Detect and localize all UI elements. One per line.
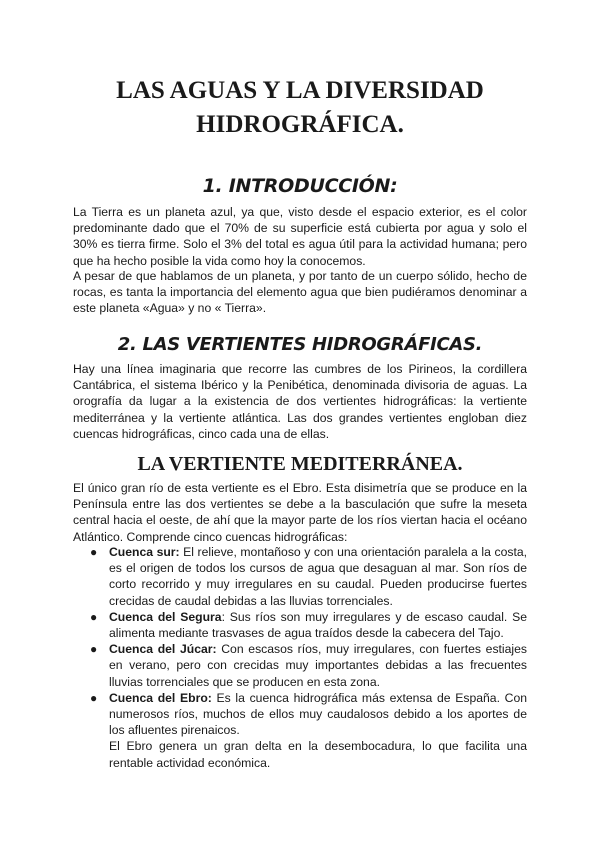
list-item-text: : Sus ríos son muy irregulares y de escaso caudal. Se alimenta mediante trasvases de agua traídos desde la cabecera del Tajo. [109, 609, 527, 641]
vertientes-paragraph: Hay una línea imaginaria que recorre las cumbres de los Pirineos, la cordillera Cantábrica, el sistema Ibérico y la Penibética, denominada divisoria de aguas. La orografía da lugar a la existencia de dos vertientes hidrográficas: la vertiente mediterránea y la vertiente atlántica. Las dos grandes vertientes engloban diez cuencas hidrográficas, cinco cada una de ellas. [73, 362, 527, 441]
list-item-term: Cuenca del Segura [109, 609, 222, 624]
list-item [73, 641, 527, 690]
bullet-icon: ● [90, 642, 98, 657]
list-item-extra-text: El Ebro genera un gran delta en la desembocadura, lo que facilita una rentable actividad económica. [109, 739, 527, 770]
list-item-text: Con escasos ríos, muy irregulares, con fuertes estiajes en verano, pero con crecidas muy importantes debidas a las frecuentes lluvias torrenciales que se producen en esta zona. [109, 642, 527, 689]
section-heading-mediterranea: LA VERTIENTE MEDITERRÁNEA. [137, 453, 463, 475]
section-heading-vertientes: 2. LAS VERTIENTES HIDROGRÁFICAS. [117, 334, 483, 355]
list-item-term: Cuenca del Ebro: [109, 690, 212, 705]
document-title [60, 74, 540, 142]
list-item [73, 690, 527, 771]
list-item-text: El relieve, montañoso y con una orientación paralela a la costa, es el origen de todos los cursos de agua que desaguan al mar. Son ríos de corto recorrido y muy irregulares en su caudal. Pueden producirse fuertes crecidas de caudal debidas a las lluvias torrenciales. [109, 545, 527, 608]
list-item-text: Es la cuenca hidrográfica más extensa de España. Con numerosos ríos, muchos de ellos muy caudalosos debido a los aportes de los afluentes pirenaicos. [109, 690, 527, 738]
intro-paragraph-2: A pesar de que hablamos de un planeta, y por tanto de un cuerpo sólido, hecho de rocas, es tanta la importancia del elemento agua que bien pudiéramos denominar a este planeta «Agua» y no « Tierra». [73, 269, 527, 316]
list-item [73, 544, 527, 609]
list-item-term: Cuenca sur: [109, 545, 180, 559]
list-item-term: Cuenca del Júcar: [109, 642, 217, 657]
title-line-2: HIDROGRÁFICA. [196, 111, 404, 138]
intro-paragraph-1: La Tierra es un planeta azul, ya que, visto desde el espacio exterior, es el color predominante dado que el 70% de su superficie está cubierta por agua y solo el 30% es tierra firme. Solo el 3% del total es agua útil para la actividad humana; pero que ha hecho posible la vida como hoy la conocemos. [73, 205, 527, 268]
bullet-icon: ● [90, 545, 98, 559]
section-heading-introduccion: 1. INTRODUCCIÓN: [202, 175, 398, 197]
bullet-icon: ● [90, 609, 98, 624]
cuencas-list [73, 544, 527, 771]
title-line-1: LAS AGUAS Y LA DIVERSIDAD [116, 77, 484, 104]
list-item [73, 609, 527, 641]
mediterranea-paragraph: El único gran río de esta vertiente es el Ebro. Esta disimetría que se produce en la Península entre las dos vertientes se debe a la basculación que sufre la meseta central hacia el oeste, de ahí que la mayor parte de los ríos viertan hacia el océano Atlántico. Comprende cinco cuencas hidrográficas: [73, 481, 527, 544]
bullet-icon: ● [90, 690, 98, 705]
